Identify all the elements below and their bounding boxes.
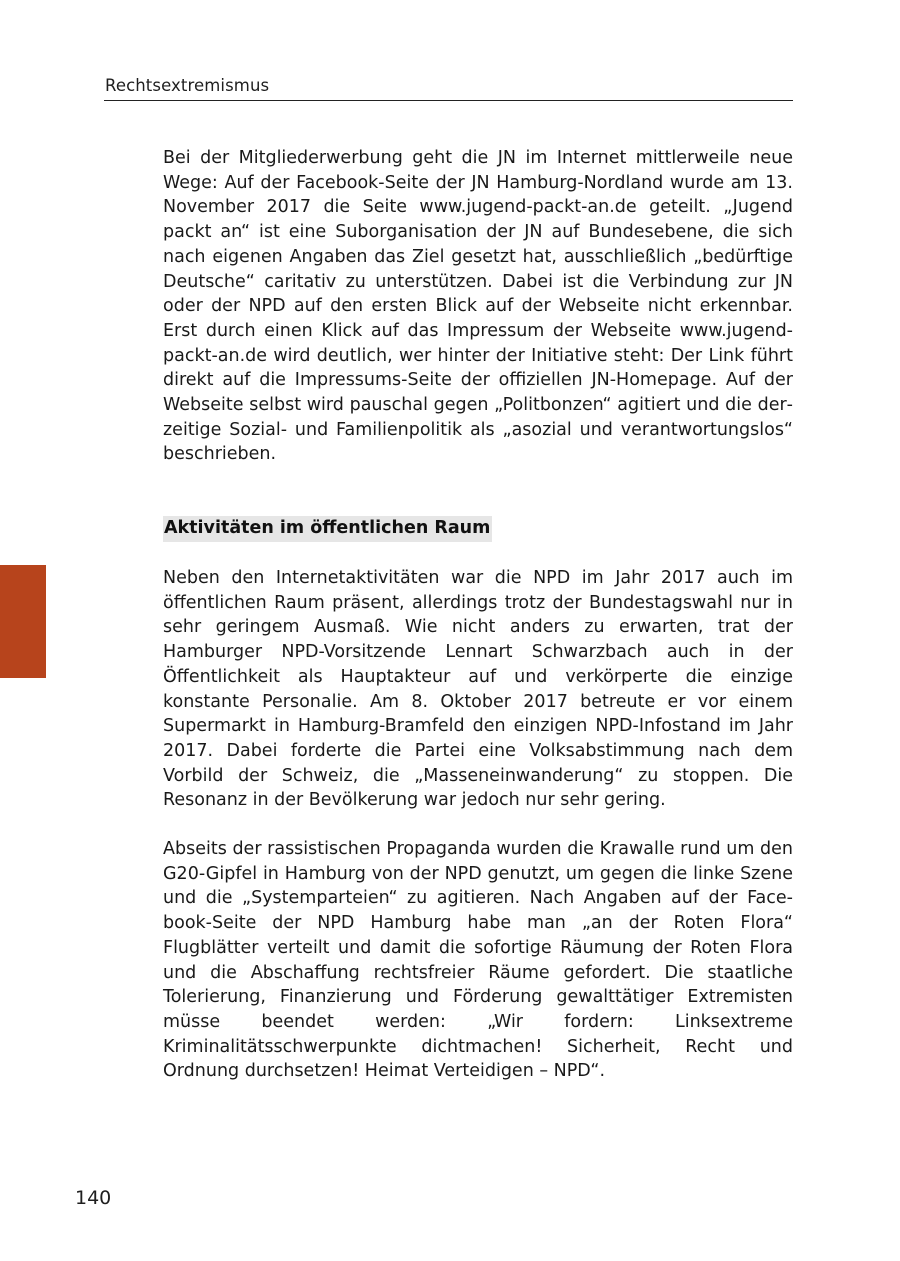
body-paragraph-1: Bei der Mitgliederwerbung geht die JN im Internet mittlerweile neue Wege: Auf der Facebook-Seite der JN Hamburg-Nordland wurde am 13. November 2017 die Seite www.jugend-packt-an.de geteilt. „Jugend packt an“ ist eine Suborganisation der JN auf Bundesebene, die sich nach eigenen Angaben das Ziel gesetzt hat, ausschließlich „bedürftige Deutsche“ caritativ zu unterstützen. Dabei ist die Verbindung zur JN oder der NPD auf den ersten Blick auf der Webseite nicht erkennbar. Erst durch einen Klick auf das Impressum der Webseite www.jugendpackt-an.de wird deutlich, wer hinter der Initiative steht: Der Link führt direkt auf die Impressums-Seite der offiziellen JN-Homepage. Auf der Webseite selbst wird pauschal gegen „Politbonzen“ agitiert und die derzeitige Sozial- und Familienpolitik als „asozial und verantwortungslos“ beschrieben. [163, 148, 793, 465]
chapter-color-tab [0, 565, 46, 678]
header-divider [104, 100, 793, 101]
running-header-title: Rechtsextremismus [105, 76, 270, 95]
page-number: 140 [75, 1187, 112, 1209]
body-paragraph-3: Abseits der rassistischen Propaganda wurden die Krawalle rund um den G20-Gipfel in Hamburg von der NPD genutzt, um gegen die linke Szene und die „Systemparteien“ zu agitieren. Nach Angaben auf der Facebook-Seite der NPD Hamburg habe man „an der Roten Flora“ Flugblätter verteilt und damit die sofortige Räumung der Roten Flora und die Abschaffung rechtsfreier Räume gefordert. Die staatliche Tolerierung, Finanzierung und Förderung gewalttätiger Extremisten müsse beendet werden: „Wir fordern: Linksextreme Kriminalitätsschwerpunkte dichtmachen! Sicherheit, Recht und Ordnung durchsetzen! Heimat Verteidigen – NPD“. [163, 839, 793, 1082]
section-heading: Aktivitäten im öffentlichen Raum [163, 516, 492, 542]
body-paragraph-2: Neben den Internetaktivitäten war die NPD im Jahr 2017 auch im öffentlichen Raum präsent, allerdings trotz der Bundestagswahl nur in sehr geringem Ausmaß. Wie nicht anders zu erwarten, trat der Hamburger NPD-Vorsitzende Lennart Schwarzbach auch in der Öffentlichkeit als Hauptakteur auf und verkörperte die einzige konstante Personalie. Am 8. Oktober 2017 betreute er vor einem Supermarkt in Hamburg-Bramfeld den einzigen NPD-Infostand im Jahr 2017. Dabei forderte die Partei eine Volksabstimmung nach dem Vorbild der Schweiz, die „Masseneinwanderung“ zu stoppen. Die Resonanz in der Bevölkerung war jedoch nur sehr gering. [163, 568, 793, 811]
